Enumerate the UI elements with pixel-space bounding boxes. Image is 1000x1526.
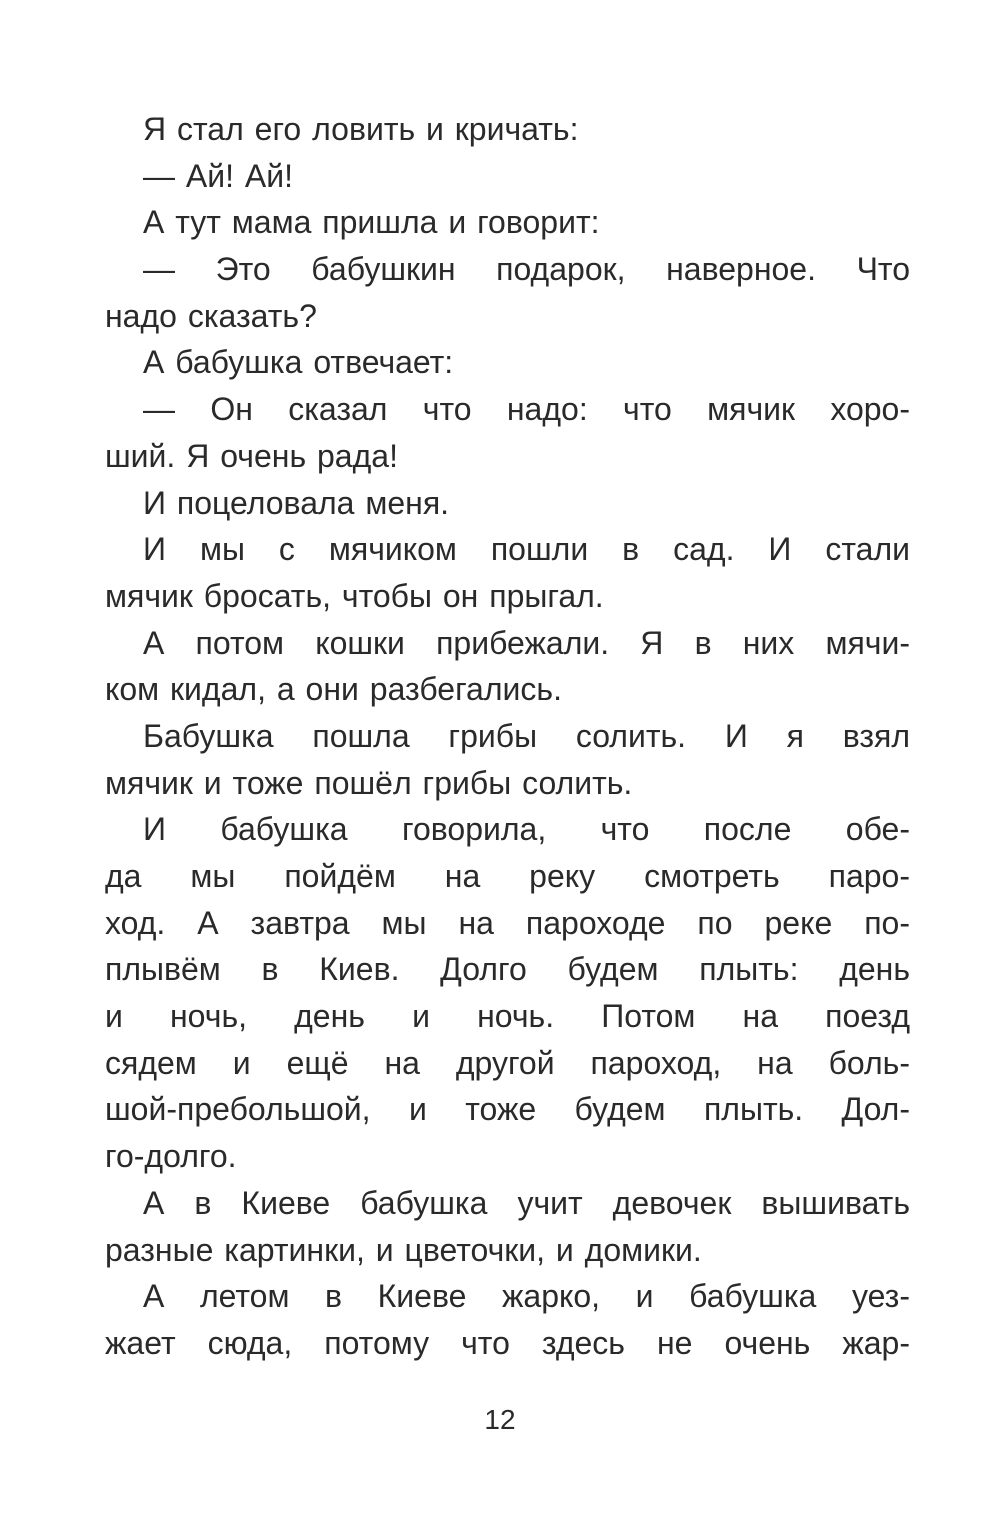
text-line: разные картинки, и цветочки, и домики.: [105, 1231, 702, 1268]
text-line: сядем и ещё на другой пароход, на боль-: [105, 1044, 910, 1081]
text-line: Бабушка пошла грибы солить. И я взял: [143, 717, 910, 754]
text-line: плывём в Киев. Долго будем плыть: день: [105, 951, 910, 988]
body-text: [105, 106, 910, 1367]
text-line: — Ай! Ай!: [143, 157, 293, 194]
text-line: И мы с мячиком пошли в сад. И стали: [143, 531, 910, 568]
text-line: надо сказать?: [105, 297, 317, 334]
text-line: И поцеловала меня.: [143, 484, 450, 521]
text-line: ком кидал, а они разбегались.: [105, 671, 562, 708]
text-line: А летом в Киеве жарко, и бабушка уез-: [143, 1278, 910, 1315]
text-line: ший. Я очень рада!: [105, 437, 398, 474]
text-line: мячик и тоже пошёл грибы солить.: [105, 764, 633, 801]
text-line: А бабушка отвечает:: [143, 344, 454, 381]
text-line: да мы пойдём на реку смотреть паро-: [105, 858, 910, 894]
text-line: шой-пребольшой, и тоже будем плыть. Дол-: [105, 1091, 910, 1128]
text-line: жает сюда, потому что здесь не очень жар-: [105, 1324, 910, 1361]
text-line: А в Киеве бабушка учит девочек вышивать: [143, 1184, 910, 1221]
text-line: А тут мама пришла и говорит:: [143, 204, 600, 241]
text-line: — Он сказал что надо: что мячик хоро-: [143, 391, 910, 428]
text-line: — Это бабушкин подарок, наверное. Что: [143, 251, 910, 288]
text-line: А потом кошки прибежали. Я в них мячи-: [143, 624, 910, 661]
text-line: И бабушка говорила, что после обе-: [143, 811, 910, 848]
text-line: Я стал его ловить и кричать:: [143, 111, 579, 147]
page-number: 12: [484, 1404, 516, 1435]
text-line: и ночь, день и ночь. Потом на поезд: [105, 998, 910, 1035]
text-line: мячик бросать, чтобы он прыгал.: [105, 577, 604, 614]
text-line: ход. А завтра мы на пароходе по реке по-: [105, 904, 910, 941]
text-line: го-долго.: [105, 1138, 237, 1175]
